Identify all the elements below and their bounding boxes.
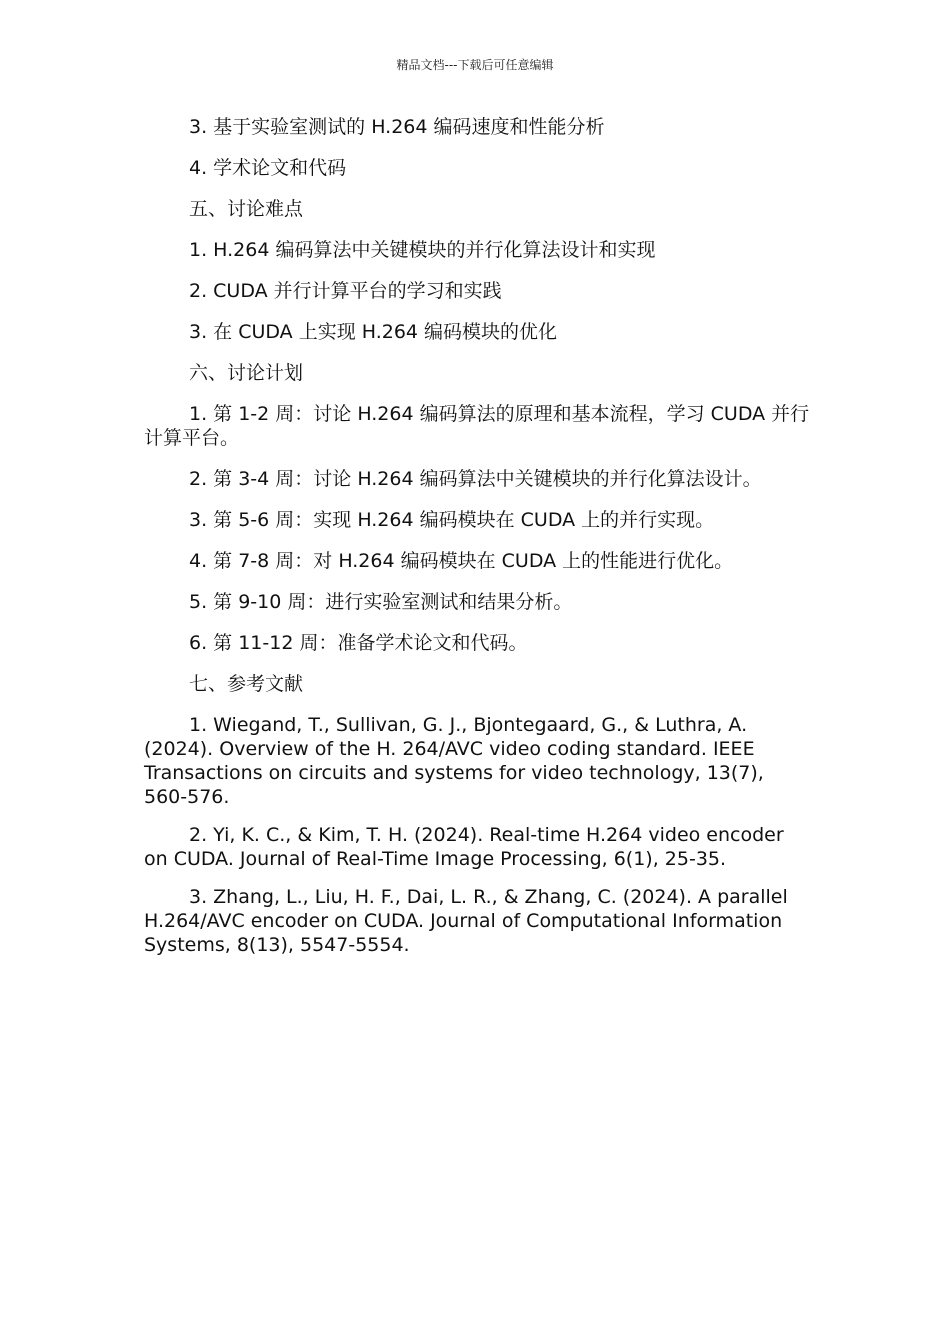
reference-item-2: 2. Yi, K. C., & Kim, T. H. (2024). Real-time H.264 video encoder on CUDA. Journal of Real-Time Image Processing, 6(1), 25-35. — [144, 824, 784, 870]
list-item-plan-4: 4. 第 7-8 周：对 H.264 编码模块在 CUDA 上的性能进行优化。 — [189, 550, 734, 572]
list-item-plan-1: 1. 第 1-2 周：讨论 H.264 编码算法的原理和基本流程，学习 CUDA 并行计算平台。 — [144, 403, 810, 449]
list-item-difficulty-3: 3. 在 CUDA 上实现 H.264 编码模块的优化 — [189, 321, 558, 343]
section-heading-references: 七、参考文献 — [189, 673, 304, 695]
list-item-result-3: 3. 基于实验室测试的 H.264 编码速度和性能分析 — [189, 116, 605, 138]
list-item-result-4: 4. 学术论文和代码 — [189, 157, 347, 179]
document-body — [144, 115, 810, 971]
reference-item-3: 3. Zhang, L., Liu, H. F., Dai, L. R., & Zhang, C. (2024). A parallel H.264/AVC encoder on CUDA. Journal of Computational Information Systems, 8(13), 5547-5554. — [144, 886, 788, 956]
section-heading-plan: 六、讨论计划 — [189, 362, 304, 384]
list-item-plan-3: 3. 第 5-6 周：实现 H.264 编码模块在 CUDA 上的并行实现。 — [189, 509, 715, 531]
list-item-plan-2: 2. 第 3-4 周：讨论 H.264 编码算法中关键模块的并行化算法设计。 — [189, 468, 762, 490]
reference-item-1: 1. Wiegand, T., Sullivan, G. J., Bjontegaard, G., & Luthra, A. (2024). Overview of the H. 264/AVC video coding standard. IEEE Transactions on circuits and systems for video technology, 13(7), 560-576. — [144, 714, 764, 808]
list-item-difficulty-2: 2. CUDA 并行计算平台的学习和实践 — [189, 280, 502, 302]
list-item-plan-5: 5. 第 9-10 周：进行实验室测试和结果分析。 — [189, 591, 573, 613]
section-heading-difficulties: 五、讨论难点 — [189, 198, 304, 220]
list-item-plan-6: 6. 第 11-12 周：准备学术论文和代码。 — [189, 632, 528, 654]
list-item-difficulty-1: 1. H.264 编码算法中关键模块的并行化算法设计和实现 — [189, 239, 656, 261]
page-header: 精品文档---下载后可任意编辑 — [396, 58, 554, 72]
